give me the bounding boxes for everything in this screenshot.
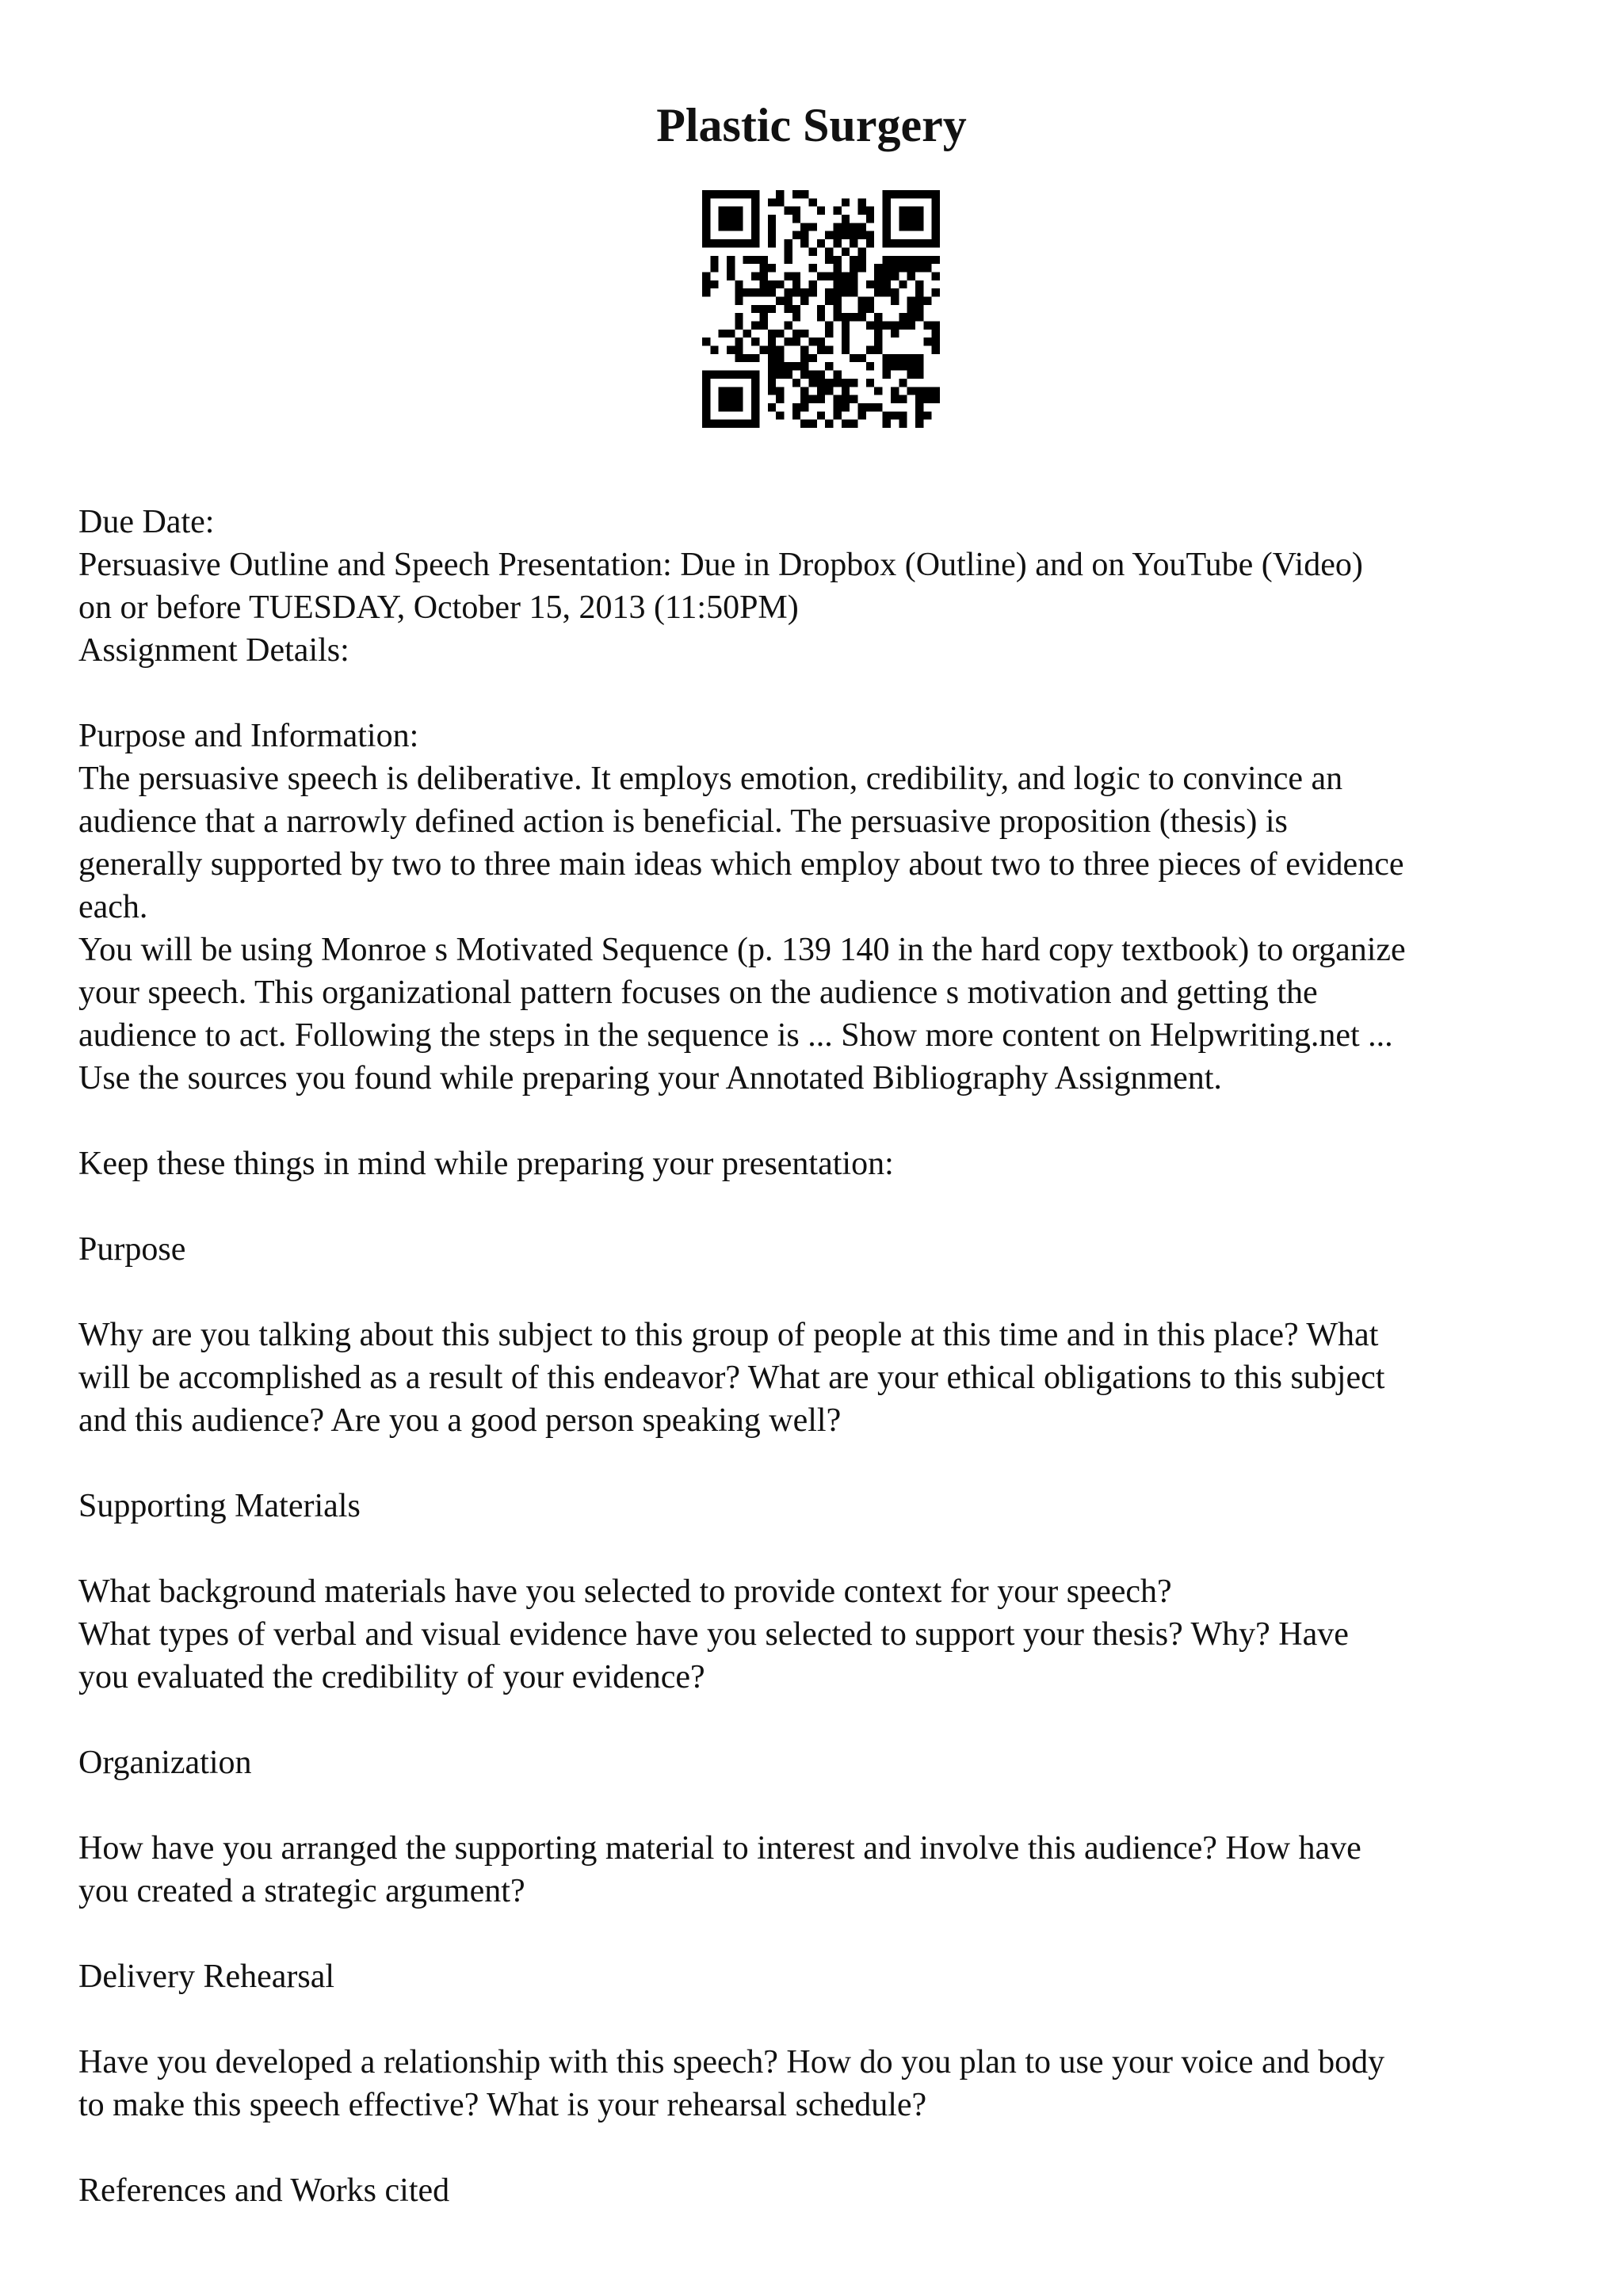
- paragraph-line: your speech. This organizational pattern focuses on the audience s motivation and getting the: [78, 974, 1318, 1011]
- paragraph-line: What background materials have you selected to provide context for your speech?: [78, 1573, 1172, 1610]
- section-heading-organization: Organization: [78, 1745, 252, 1781]
- paragraph-line: will be accomplished as a result of this endeavor? What are your ethical obligations to this subject: [78, 1360, 1385, 1396]
- section-heading-delivery-rehearsal: Delivery Rehearsal: [78, 1958, 335, 1995]
- paragraph-line: The persuasive speech is deliberative. It employs emotion, credibility, and logic to convince an: [78, 761, 1343, 797]
- due-line: Persuasive Outline and Speech Presentation: Due in Dropbox (Outline) and on YouTube (Video): [78, 547, 1363, 583]
- paragraph-line: you evaluated the credibility of your evidence?: [78, 1659, 705, 1695]
- paragraph-line: and this audience? Are you a good person speaking well?: [78, 1402, 842, 1439]
- paragraph-line: generally supported by two to three main ideas which employ about two to three pieces of evidence: [78, 846, 1404, 883]
- qr-code-icon: [702, 190, 940, 428]
- paragraph-line: What types of verbal and visual evidence have you selected to support your thesis? Why? Have: [78, 1616, 1349, 1653]
- paragraph-line: audience that a narrowly defined action is beneficial. The persuasive proposition (thesis) is: [78, 803, 1288, 840]
- paragraph-line: each.: [78, 889, 148, 925]
- purpose-information-label: Purpose and Information:: [78, 718, 419, 754]
- document-body: [78, 501, 1568, 2212]
- paragraph-line: You will be using Monroe s Motivated Sequence (p. 139 140 in the hard copy textbook) to organize: [78, 932, 1406, 968]
- paragraph-line: How have you arranged the supporting material to interest and involve this audience? How have: [78, 1830, 1361, 1867]
- section-heading-references: References and Works cited: [78, 2172, 450, 2209]
- paragraph-line: Have you developed a relationship with this speech? How do you plan to use your voice and body: [78, 2044, 1385, 2081]
- paragraph-line: to make this speech effective? What is your rehearsal schedule?: [78, 2087, 927, 2123]
- keep-in-mind-line: Keep these things in mind while preparing your presentation:: [78, 1146, 894, 1182]
- paragraph-line: Use the sources you found while preparing your Annotated Bibliography Assignment.: [78, 1060, 1222, 1097]
- paragraph-line: audience to act. Following the steps in the sequence is ... Show more content on Helpwriting.net ...: [78, 1017, 1393, 1054]
- section-heading-supporting-materials: Supporting Materials: [78, 1488, 361, 1524]
- document-title: Plastic Surgery: [656, 99, 967, 151]
- due-line: on or before TUESDAY, October 15, 2013 (11:50PM): [78, 589, 799, 626]
- due-date-label: Due Date:: [78, 504, 215, 540]
- paragraph-line: you created a strategic argument?: [78, 1873, 525, 1909]
- section-heading-purpose: Purpose: [78, 1231, 186, 1268]
- assignment-details-label: Assignment Details:: [78, 632, 349, 669]
- paragraph-line: Why are you talking about this subject to this group of people at this time and in this place? What: [78, 1317, 1379, 1353]
